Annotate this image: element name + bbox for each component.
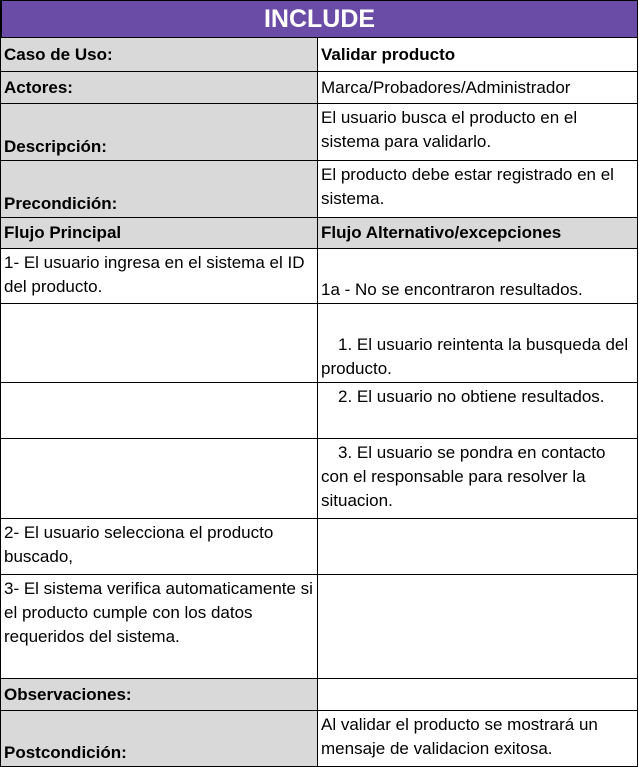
flujo-principal-step-2: 2- El usuario selecciona el producto buscado, <box>1 519 318 575</box>
actores-label: Actores: <box>1 72 318 104</box>
precondicion-label: Precondición: <box>1 161 318 218</box>
precondicion-value: El producto debe estar registrado en el sistema. <box>318 161 638 218</box>
flujo-principal-step-3: 3- El sistema verifica automaticamente si el producto cumple con los datos requeridos del sistema. <box>1 575 318 679</box>
caso-de-uso-label: Caso de Uso: <box>1 38 318 72</box>
descripcion-label: Descripción: <box>1 104 318 161</box>
postcondicion-value: Al validar el producto se mostrará un mensaje de validacion exitosa. <box>318 711 638 767</box>
flujo-principal-empty-3 <box>1 439 318 519</box>
flujo-alternativo-step-3 <box>318 439 638 519</box>
flujo-alternativo-step-2 <box>318 383 638 439</box>
flujo-alternativo-header: Flujo Alternativo/excepciones <box>318 218 638 249</box>
flujo-alternativo-empty-2 <box>318 575 638 679</box>
flujo-alternativo-step-1 <box>318 304 638 383</box>
observaciones-value <box>318 679 638 711</box>
observaciones-label: Observaciones: <box>1 679 318 711</box>
flujo-alternativo-1a: 1a - No se encontraron resultados. <box>318 249 638 304</box>
flujo-principal-header: Flujo Principal <box>1 218 318 249</box>
flujo-alternativo-step-2-text: 2. El usuario no obtiene resultados. <box>338 387 605 406</box>
flujo-alternativo-step-1-text: 1. El usuario reintenta la busqueda del producto. <box>321 335 629 378</box>
actores-value: Marca/Probadores/Administrador <box>318 72 638 104</box>
caso-de-uso-value: Validar producto <box>318 38 638 72</box>
flujo-principal-empty-2 <box>1 383 318 439</box>
postcondicion-label: Postcondición: <box>1 711 318 767</box>
flujo-principal-empty-1 <box>1 304 318 383</box>
flujo-alternativo-step-3-text: 3. El usuario se pondra en contacto con el responsable para resolver la situacion. <box>321 443 606 510</box>
descripcion-value: El usuario busca el producto en el sistema para validarlo. <box>318 104 638 161</box>
flujo-principal-step-1: 1- El usuario ingresa en el sistema el ID del producto. <box>1 249 318 304</box>
table-title: INCLUDE <box>1 0 638 38</box>
flujo-alternativo-empty-1 <box>318 519 638 575</box>
